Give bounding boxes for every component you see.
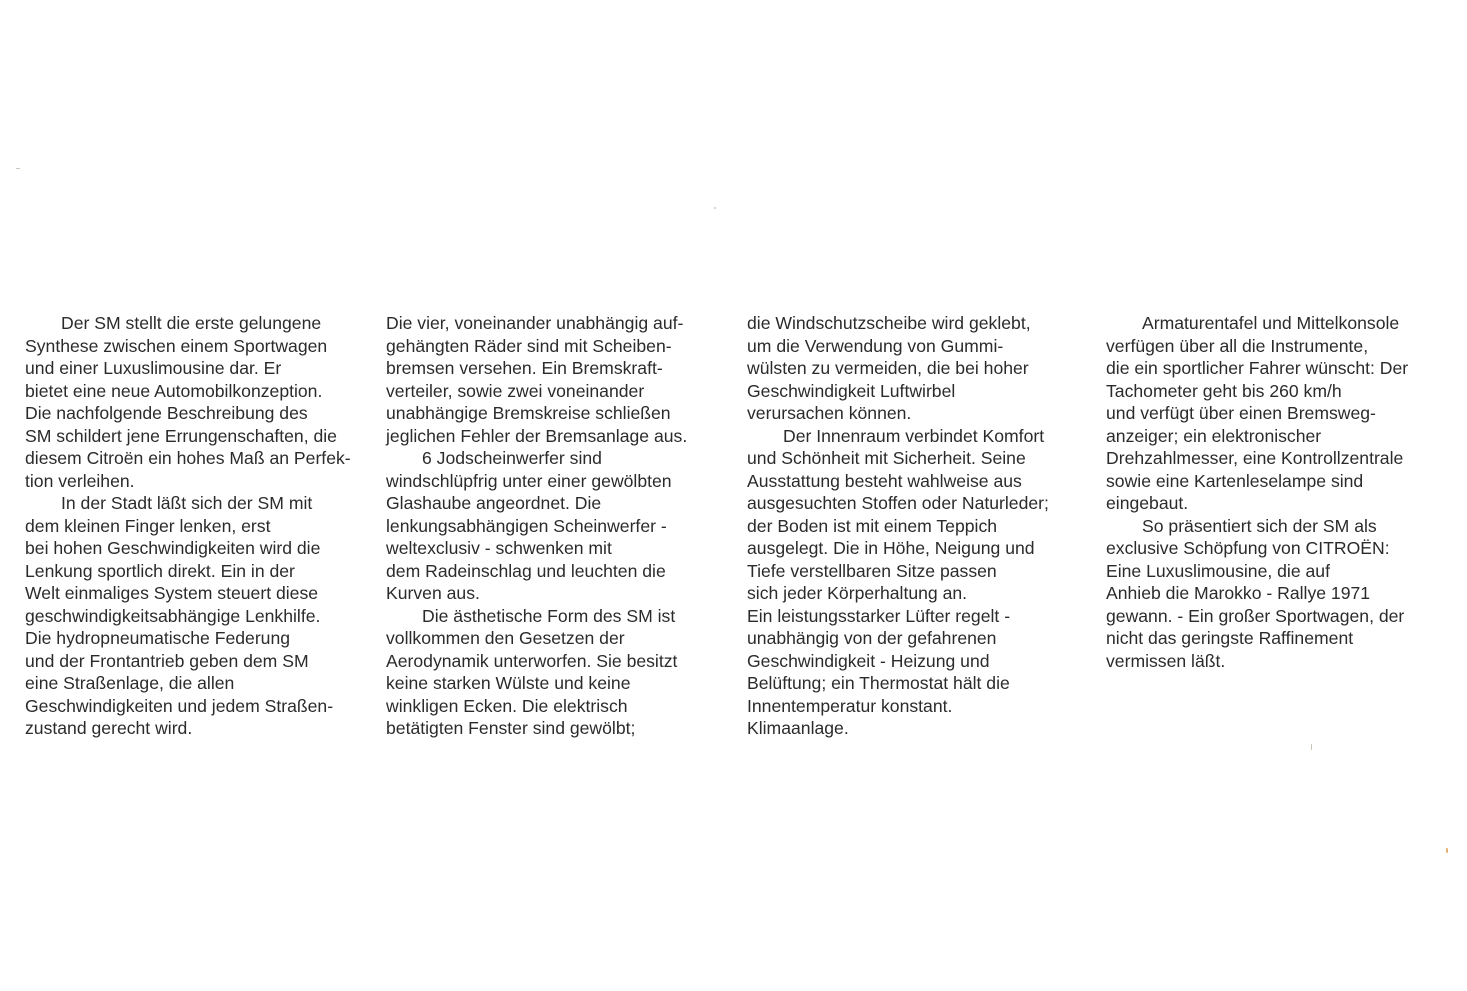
scan-speck: [16, 168, 20, 169]
text-line: Anhieb die Marokko - Rallye 1971: [1106, 583, 1371, 603]
text-line: vollkommen den Gesetzen der: [386, 628, 625, 648]
text-line: verteiler, sowie zwei voneinander: [386, 380, 645, 401]
text-line: und einer Luxuslimousine dar. Er: [25, 358, 282, 378]
text-line: die ein sportlicher Fahrer wünscht: Der: [1106, 358, 1409, 378]
text-line: Der Innenraum verbindet Komfort: [783, 425, 1045, 446]
text-line: weltexclusiv - schwenken mit: [386, 538, 612, 558]
text-line: bietet eine neue Automobilkonzeption.: [25, 380, 323, 401]
text-line: und der Frontantrieb geben dem SM: [25, 650, 309, 671]
text-line: sowie eine Kartenleselampe sind: [1106, 470, 1364, 491]
text-line: geschwindigkeitsabhängige Lenkhilfe.: [25, 605, 321, 626]
text-line: Eine Luxuslimousine, die auf: [1106, 560, 1330, 581]
text-line: unabhängige Bremskreise schließen: [386, 403, 671, 423]
text-line: dem kleinen Finger lenken, erst: [25, 515, 271, 536]
text-line: gewann. - Ein großer Sportwagen, der: [1106, 605, 1405, 626]
text-line: betätigten Fenster sind gewölbt;: [386, 718, 636, 738]
text-line: die Windschutzscheibe wird geklebt,: [747, 313, 1031, 333]
scan-speck: [1311, 744, 1312, 750]
text-line: verursachen können.: [747, 403, 912, 423]
text-column-1: [25, 312, 351, 740]
text-line: verfügen über all die Instrumente,: [1106, 335, 1369, 356]
text-line: Ausstattung besteht wahlweise aus: [747, 470, 1022, 491]
text-line: Drehzahlmesser, eine Kontrollzentrale: [1106, 448, 1404, 468]
text-line: unabhängig von der gefahrenen: [747, 628, 997, 648]
text-line: bremsen versehen. Ein Bremskraft-: [386, 358, 663, 378]
text-line: Ein leistungsstarker Lüfter regelt -: [747, 605, 1011, 626]
text-line: In der Stadt läßt sich der SM mit: [61, 493, 313, 513]
text-line: nicht das geringste Raffinement: [1106, 628, 1354, 648]
text-line: Die hydropneumatische Federung: [25, 628, 291, 648]
text-column-4: [1106, 312, 1408, 672]
text-column-2: [386, 312, 687, 740]
text-line: bei hohen Geschwindigkeiten wird die: [25, 538, 321, 558]
text-line: diesem Citroën ein hohes Maß an Perfek-: [25, 448, 351, 468]
text-line: gehängten Räder sind mit Scheiben-: [386, 335, 672, 356]
text-line: ausgelegt. Die in Höhe, Neigung und: [747, 538, 1035, 558]
text-line: exclusive Schöpfung von CITROËN:: [1106, 538, 1390, 558]
text-line: Die nachfolgende Beschreibung des: [25, 403, 308, 423]
text-line: eine Straßenlage, die allen: [25, 673, 235, 693]
text-line: tion verleihen.: [25, 470, 135, 491]
text-line: winkligen Ecken. Die elektrisch: [386, 695, 628, 716]
text-line: sich jeder Körperhaltung an.: [747, 583, 968, 603]
text-line: So präsentiert sich der SM als: [1142, 515, 1377, 536]
text-line: Kurven aus.: [386, 583, 480, 603]
text-line: 6 Jodscheinwerfer sind: [422, 448, 602, 468]
text-line: Innentemperatur konstant.: [747, 695, 953, 716]
text-line: anzeiger; ein elektronischer: [1106, 425, 1322, 446]
text-line: Synthese zwischen einem Sportwagen: [25, 335, 328, 356]
text-line: Geschwindigkeiten und jedem Straßen-: [25, 695, 334, 716]
text-line: Die vier, voneinander unabhängig auf-: [386, 313, 684, 333]
text-line: Tiefe verstellbaren Sitze passen: [747, 560, 997, 581]
scan-speck: [714, 207, 716, 209]
scan-speck: [1446, 848, 1448, 853]
text-line: Armaturentafel und Mittelkonsole: [1142, 313, 1400, 333]
text-line: Die ästhetische Form des SM ist: [422, 605, 676, 626]
text-line: dem Radeinschlag und leuchten die: [386, 560, 666, 581]
text-line: jeglichen Fehler der Bremsanlage aus.: [386, 425, 688, 446]
text-line: Geschwindigkeit - Heizung und: [747, 650, 990, 671]
text-line: windschlüpfrig unter einer gewölbten: [386, 470, 672, 491]
text-line: und verfügt über einen Bremsweg-: [1106, 403, 1376, 423]
text-line: ausgesuchten Stoffen oder Naturleder;: [747, 493, 1049, 513]
text-line: Belüftung; ein Thermostat hält die: [747, 673, 1010, 693]
text-column-3: [747, 312, 1049, 740]
text-line: der Boden ist mit einem Teppich: [747, 515, 998, 536]
text-line: Lenkung sportlich direkt. Ein in der: [25, 560, 295, 581]
text-line: zustand gerecht wird.: [25, 718, 193, 738]
text-line: wülsten zu vermeiden, die bei hoher: [747, 358, 1029, 378]
text-line: um die Verwendung von Gummi-: [747, 335, 1004, 356]
text-line: lenkungsabhängigen Scheinwerfer -: [386, 515, 667, 536]
text-line: Geschwindigkeit Luftwirbel: [747, 380, 956, 401]
text-line: Tachometer geht bis 260 km/h: [1106, 380, 1342, 401]
text-line: Klimaanlage.: [747, 718, 849, 738]
text-line: Welt einmaliges System steuert diese: [25, 583, 319, 603]
text-line: Glashaube angeordnet. Die: [386, 493, 602, 513]
text-line: SM schildert jene Errungenschaften, die: [25, 425, 337, 446]
text-line: vermissen läßt.: [1106, 650, 1226, 671]
text-line: keine starken Wülste und keine: [386, 673, 631, 693]
text-line: Aerodynamik unterworfen. Sie besitzt: [386, 650, 678, 671]
text-line: eingebaut.: [1106, 493, 1189, 513]
text-line: Der SM stellt die erste gelungene: [61, 313, 322, 333]
text-line: und Schönheit mit Sicherheit. Seine: [747, 448, 1026, 468]
